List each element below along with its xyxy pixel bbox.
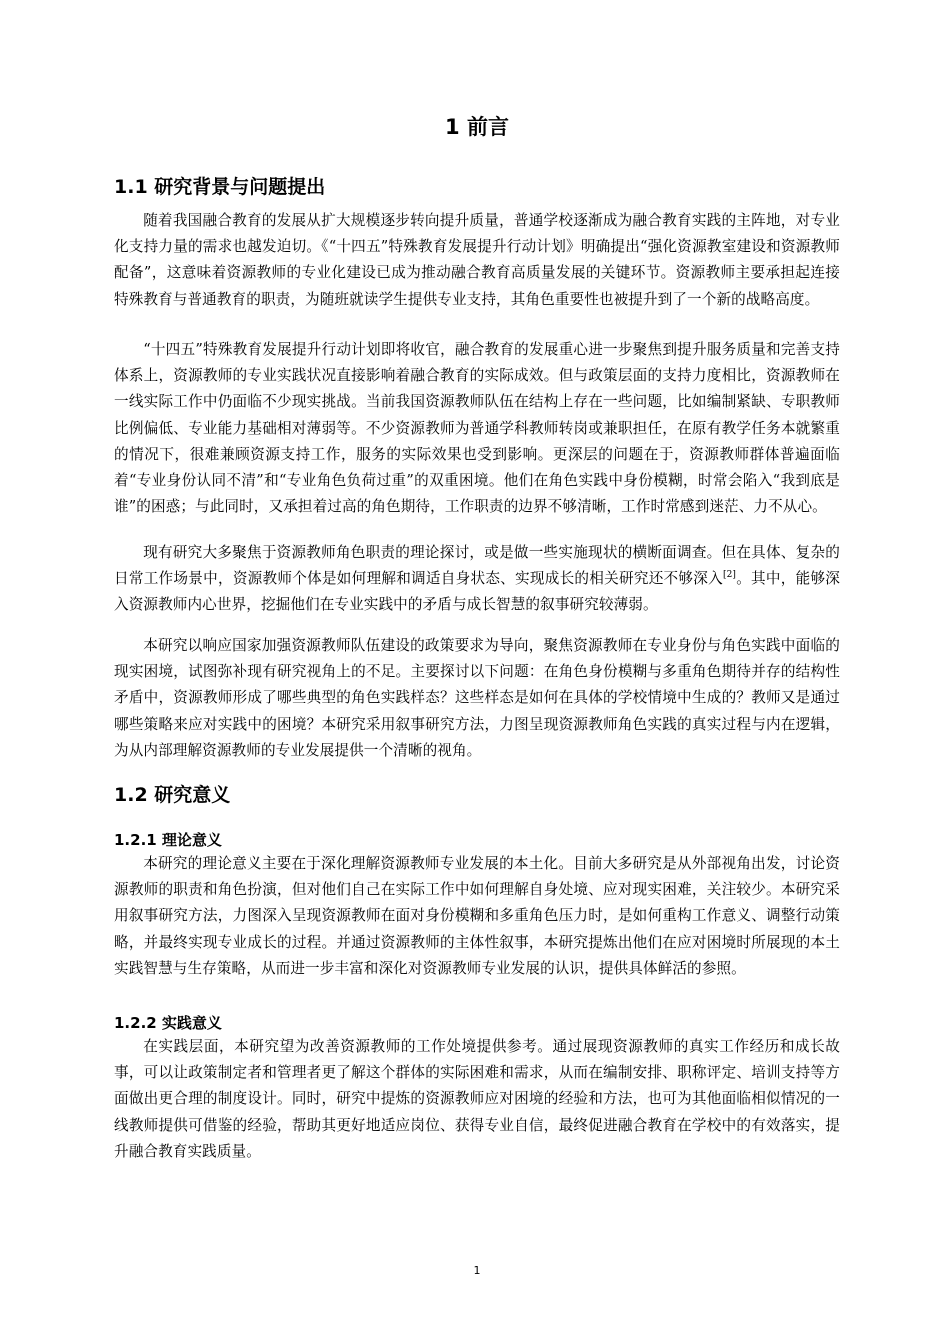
paragraph-background-3-text-a: 现有研究大多聚焦于资源教师角色职责的理论探讨，或是做一些实施现状的横断面调查。但在具体、复杂的日常工作场景中，资源教师个体是如何理解和调适自身状态、实现成长的相关研究还不够深入 [114,544,840,588]
section-heading-significance: 1.2 研究意义 [114,784,231,806]
paragraph-theory: 本研究的理论意义主要在于深化理解资源教师专业发展的本土化。目前大多研究是从外部视角出发，讨论资源教师的职责和角色扮演，但对他们自己在实际工作中如何理解自身处境、应对现实困难，关注较少。本研究采用叙事研究方法，力图深入呈现资源教师在面对身份模糊和多重角色压力时，是如何重构工作意义、调整行动策略，并最终实现专业成长的过程。并通过资源教师的主体性叙事，本研究提炼出他们在应对困境时所展现的本土实践智慧与生存策略，从而进一步丰富和深化对资源教师专业发展的认识，提供具体鲜活的参照。 [114,855,840,977]
citation-marker: [2] [722,570,737,581]
paragraph-background-2: “十四五”特殊教育发展提升行动计划即将收官，融合教育的发展重心进一步聚焦到提升服务质量和完善支持体系上，资源教师的专业实践状况直接影响着融合教育的实际成效。但与政策层面的支持力度相比，资源教师在一线实际工作中仍面临不少现实挑战。当前我国资源教师队伍在结构上存在一些问题，比如编制紧缺、专职教师比例偏低、专业能力基础相对薄弱等。不少资源教师为普通学科教师转岗或兼职担任，在原有教学任务本就繁重的情况下，很难兼顾资源支持工作，服务的实际效果也受到影响。更深层的问题在于，资源教师群体普遍面临着“专业身份认同不清”和“专业角色负荷过重”的双重困境。他们在角色实践中身份模糊，时常会陷入“我到底是谁”的困惑；与此同时，又承担着过高的角色期待，工作职责的边界不够清晰，工作时常感到迷茫、力不从心。 [114,341,840,516]
subsection-heading-practice: 1.2.2 实践意义 [114,1014,222,1032]
paragraph-background-3-text-b: 。其中，能够深入资源教师内心世界，挖掘他们在专业实践中的矛盾与成长智慧的叙事研究较薄弱。 [114,570,841,614]
paragraph-background-4: 本研究以响应国家加强资源教师队伍建设的政策要求为导向，聚焦资源教师在专业身份与角色实践中面临的现实困境，试图弥补现有研究视角上的不足。主要探讨以下问题：在角色身份模糊与多重角色期待并存的结构性矛盾中，资源教师形成了哪些典型的角色实践样态？这些样态是如何在具体的学校情境中生成的？教师又是通过哪些策略来应对实践中的困境？本研究采用叙事研究方法，力图呈现资源教师角色实践的真实过程与内在逻辑，为从内部理解资源教师的专业发展提供一个清晰的视角。 [114,637,840,759]
document-page [114,0,840,1344]
paragraph-background-1: 随着我国融合教育的发展从扩大规模逐步转向提升质量，普通学校逐渐成为融合教育实践的主阵地，对专业化支持力量的需求也越发迫切。《“十四五”特殊教育发展提升行动计划》明确提出“强化资源教室建设和资源教师配备”，这意味着资源教师的专业化建设已成为推动融合教育高质量发展的关键环节。资源教师主要承担起连接特殊教育与普通教育的职责，为随班就读学生提供专业支持，其角色重要性也被提升到了一个新的战略高度。 [114,212,840,308]
section-heading-background: 1.1 研究背景与问题提出 [114,176,326,198]
page-number: 1 [473,1264,481,1277]
subsection-heading-theory: 1.2.1 理论意义 [114,831,222,849]
paragraph-practice: 在实践层面，本研究望为改善资源教师的工作处境提供参考。通过展现资源教师的真实工作经历和成长故事，可以让政策制定者和管理者更了解这个群体的实际困难和需求，从而在编制安排、职称评定、培训支持等方面做出更合理的制度设计。同时，研究中提炼的资源教师应对困境的经验和方法，也可为其他面临相似情况的一线教师提供可借鉴的经验，帮助其更好地适应岗位、获得专业自信，最终促进融合教育在学校中的有效落实，提升融合教育实践质量。 [114,1038,840,1160]
paragraph-background-3 [114,540,840,619]
chapter-title: 1 前言 [445,115,509,139]
